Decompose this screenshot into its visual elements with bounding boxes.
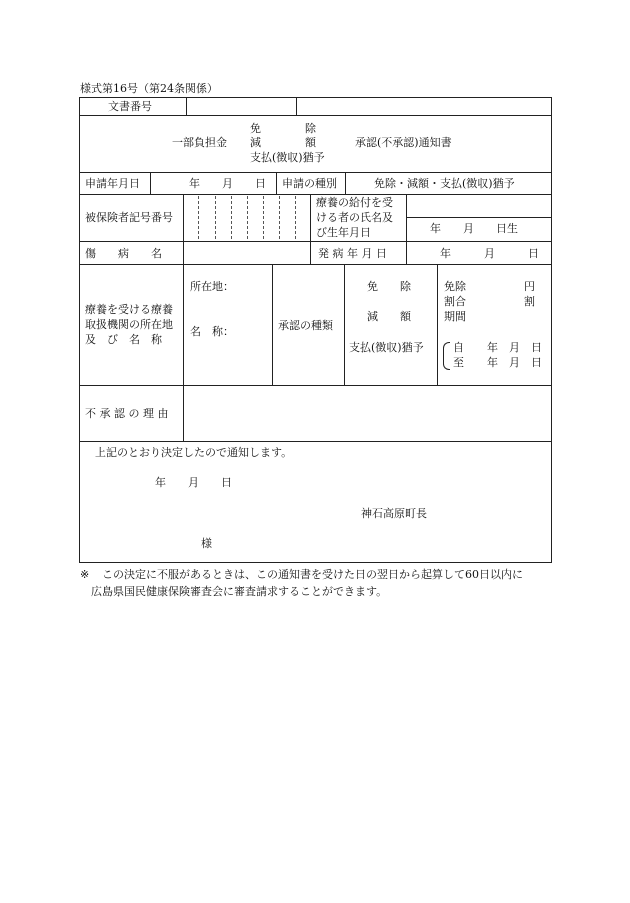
approval-exemption: 免 除	[367, 280, 411, 293]
approval-postponement: 支払(徴収)猶予	[349, 341, 424, 354]
document-number-label: 文書番号	[108, 100, 152, 113]
application-date-label: 申請年月日	[85, 177, 140, 190]
approval-reduction: 減 額	[367, 310, 411, 323]
form-number: 様式第16号（第24条関係）	[80, 82, 218, 95]
approval-type-label: 承認の種類	[278, 319, 333, 332]
period-from-date: 年 月 日	[487, 341, 542, 354]
institution-label-line-1: 療養を受ける療養	[85, 303, 173, 316]
exemption-amount-unit: 円	[524, 280, 535, 293]
period-brace	[443, 342, 450, 370]
rejection-reason-label: 不 承 認 の 理 由	[85, 407, 169, 420]
ratio-label: 割合	[444, 295, 466, 308]
period-to-label: 至	[453, 356, 464, 369]
period-from-label: 自	[453, 341, 464, 354]
period-to-date: 年 月 日	[487, 356, 542, 369]
addressee-suffix: 様	[201, 537, 212, 550]
exemption-amount-label: 免除	[444, 280, 466, 293]
recipient-label-line-1: 療養の給付を受	[316, 196, 393, 209]
recipient-label-line-2: ける者の氏名及	[316, 211, 393, 224]
ratio-unit: 割	[524, 295, 535, 308]
onset-date-value: 年 月 日	[440, 247, 539, 260]
notice-date: 年 月 日	[155, 476, 232, 489]
footnote-line-2: 広島県国民健康保険審査会に審査請求することができます。	[91, 585, 388, 598]
disease-label: 傷 病 名	[85, 247, 162, 260]
application-date-value: 年 月 日	[189, 177, 266, 190]
partial-burden-label: 一部負担金	[172, 136, 227, 149]
issuer-name: 神石高原町長	[361, 507, 427, 520]
recipient-label-line-3: び生年月日	[316, 226, 371, 239]
title-option-reduction: 減 額	[250, 136, 316, 149]
institution-address-label: 所在地：	[190, 280, 234, 293]
period-label: 期間	[444, 310, 466, 323]
insured-number-label: 被保険者記号番号	[85, 211, 173, 224]
recipient-birthdate: 年 月 日生	[430, 222, 518, 235]
footnote-line-1: この決定に不服があるときは、この通知書を受けた日の翌日から起算して60日以内に	[102, 568, 523, 581]
application-type-value: 免除・減額・支払(徴収)猶予	[374, 177, 515, 190]
onset-date-label: 発 病 年 月 日	[318, 247, 387, 260]
institution-name-label: 名 称：	[190, 325, 234, 338]
title-option-exemption: 免 除	[250, 122, 316, 135]
application-type-label: 申請の種別	[282, 177, 337, 190]
institution-label-line-3: 及 び 名 称	[85, 333, 162, 346]
footnote-mark: ※	[80, 568, 90, 581]
notice-statement: 上記のとおり決定したので通知します。	[95, 446, 293, 459]
title-option-postponement: 支払(徴収)猶予	[250, 151, 325, 164]
title-suffix: 承認(不承認)通知書	[355, 136, 452, 149]
institution-label-line-2: 取扱機関の所在地	[85, 318, 173, 331]
